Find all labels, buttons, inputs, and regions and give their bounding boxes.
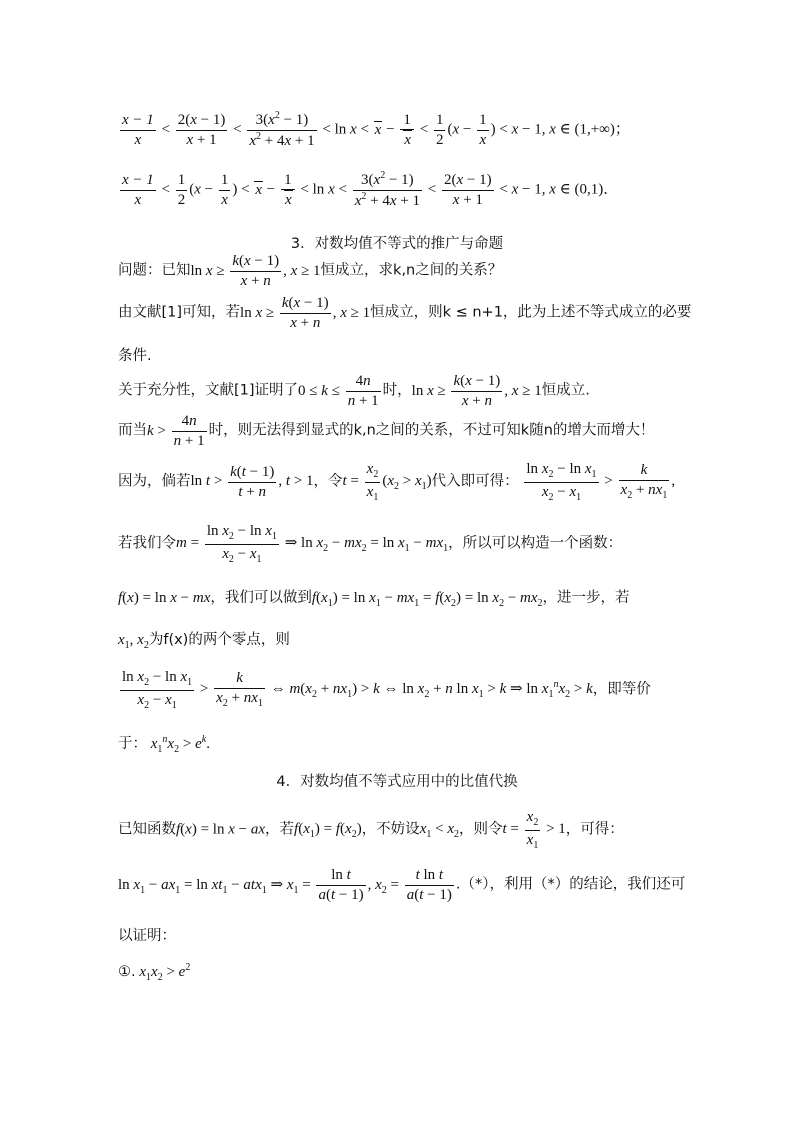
paragraph-1-cont: 条件. (118, 348, 152, 364)
paragraph-3: 而当k > $\frac{4n}{n + 1}$ 时，则无法得到显式的k,n之间的关系，不过可知k随n的增大而增大！ (118, 413, 655, 449)
paragraph-1: 由文献[1]可知，若ln x ≥ $\frac{k(x - 1)}{x + n}$ , x ≥ 1恒成立，则k ≤ n+1，此为上述不等式成立的必要 (118, 295, 692, 331)
paragraph-11: $\ln x_1 - ax_1 = \ln xt_1 - atx_1$ ⇒ $x_1$ = $\frac{\text{ln t}}{a(t - 1)}$ , $x_2$ = $\frac{\text{t ln t}}{a(t - 1)}$ .（*），利用（*）的结论，我们还可 (118, 867, 686, 903)
section-4-title: 4．对数均值不等式应用中的比值代换 (276, 774, 518, 790)
problem-statement: 问题：已知ln x ≥ $\frac{k(x - 1)}{x + n}$ , x ≥ 1恒成立，求k,n之间的关系？ (118, 253, 503, 289)
paragraph-8: $\frac{\ln x_2 - \ln x_1}{x_2 - x_1}$ > $\frac{k}{x_2 + nx_1}$ ⇔ $m(x_2 + nx_1) > k$ ⇔ $\ln x_2 + n$ $\ln x_1 > k$ ⇒ $\ln x_1^nx_2 > k$，即等价 (122, 669, 651, 711)
paragraph-5: 若我们令m = $\frac{\ln x_2 - \ln x_1}{x_2 - x_1}$ ⇒ $\ln x_2 - mx_2 = \ln x_1 - mx_1$，所以可以构造一个函数： (118, 523, 623, 565)
paragraph-10: 已知函数f(x) = ln x − ax，若$f(x_1) = f(x_2)$，不妨设$x_1 < x_2$，则令t = $\frac{x_2}{x_1}$ > 1，可得： (118, 809, 624, 851)
list-item-1: ①. $x_1x_2 > e^2$ (118, 962, 191, 983)
paragraph-7: $x_1$, $x_2$为f(x)的两个零点，则 (118, 632, 290, 651)
paragraph-12: 以证明： (118, 928, 176, 944)
inequality-chain-1: $\frac{x - 1}{x}$ < $\frac{2(x - 1)}{x + 1}$ < $\frac{3(x^2 - 1)}{x^2 + 4x + 1}$ < ln x < x − $\frac{1}{x}$ < $\frac{1}{2}$ (x − $\frac{1}{x}$ ) < x − 1, x ∈ (1,+∞)； (122, 110, 630, 149)
paragraph-9: 于： $x_1^nx_2 > e^k$. (118, 734, 210, 755)
inequality-chain-2: $\frac{x - 1}{x}$ < $\frac{1}{2}$ (x − $\frac{1}{x}$ ) < x − $\frac{1}{x}$ < ln x < $\frac{3(x^2 - 1)}{x^2 + 4x + 1}$ < $\frac{2(x - 1)}{x + 1}$ < x − 1, x ∈ (0,1)． (122, 170, 619, 209)
paragraph-6: f(x) = ln x − mx，我们可以做到$f(x_1) = \ln x_1 - mx_1 = f(x_2) = \ln x_2 - mx_2$，进一步，若 (118, 590, 630, 609)
paragraph-4: 因为，倘若ln t > $\frac{k(t - 1)}{t + n}$ , t > 1，令t = $\frac{x_2}{x_1}$ $(x_2 > x_1)$代入即可得： $\frac{\ln x_2 - \ln x_1}{x_2 - x_1}$ > $\frac{k}{x_2 + nx_1}$ , (118, 461, 676, 503)
section-3-title: 3．对数均值不等式的推广与命题 (290, 236, 504, 252)
paragraph-2: 关于充分性，文献[1]证明了0 ≤ k ≤ $\frac{4n}{n + 1}$ 时，ln x ≥ $\frac{k(x - 1)}{x + n}$ , x ≥ 1恒成立. (118, 373, 590, 409)
